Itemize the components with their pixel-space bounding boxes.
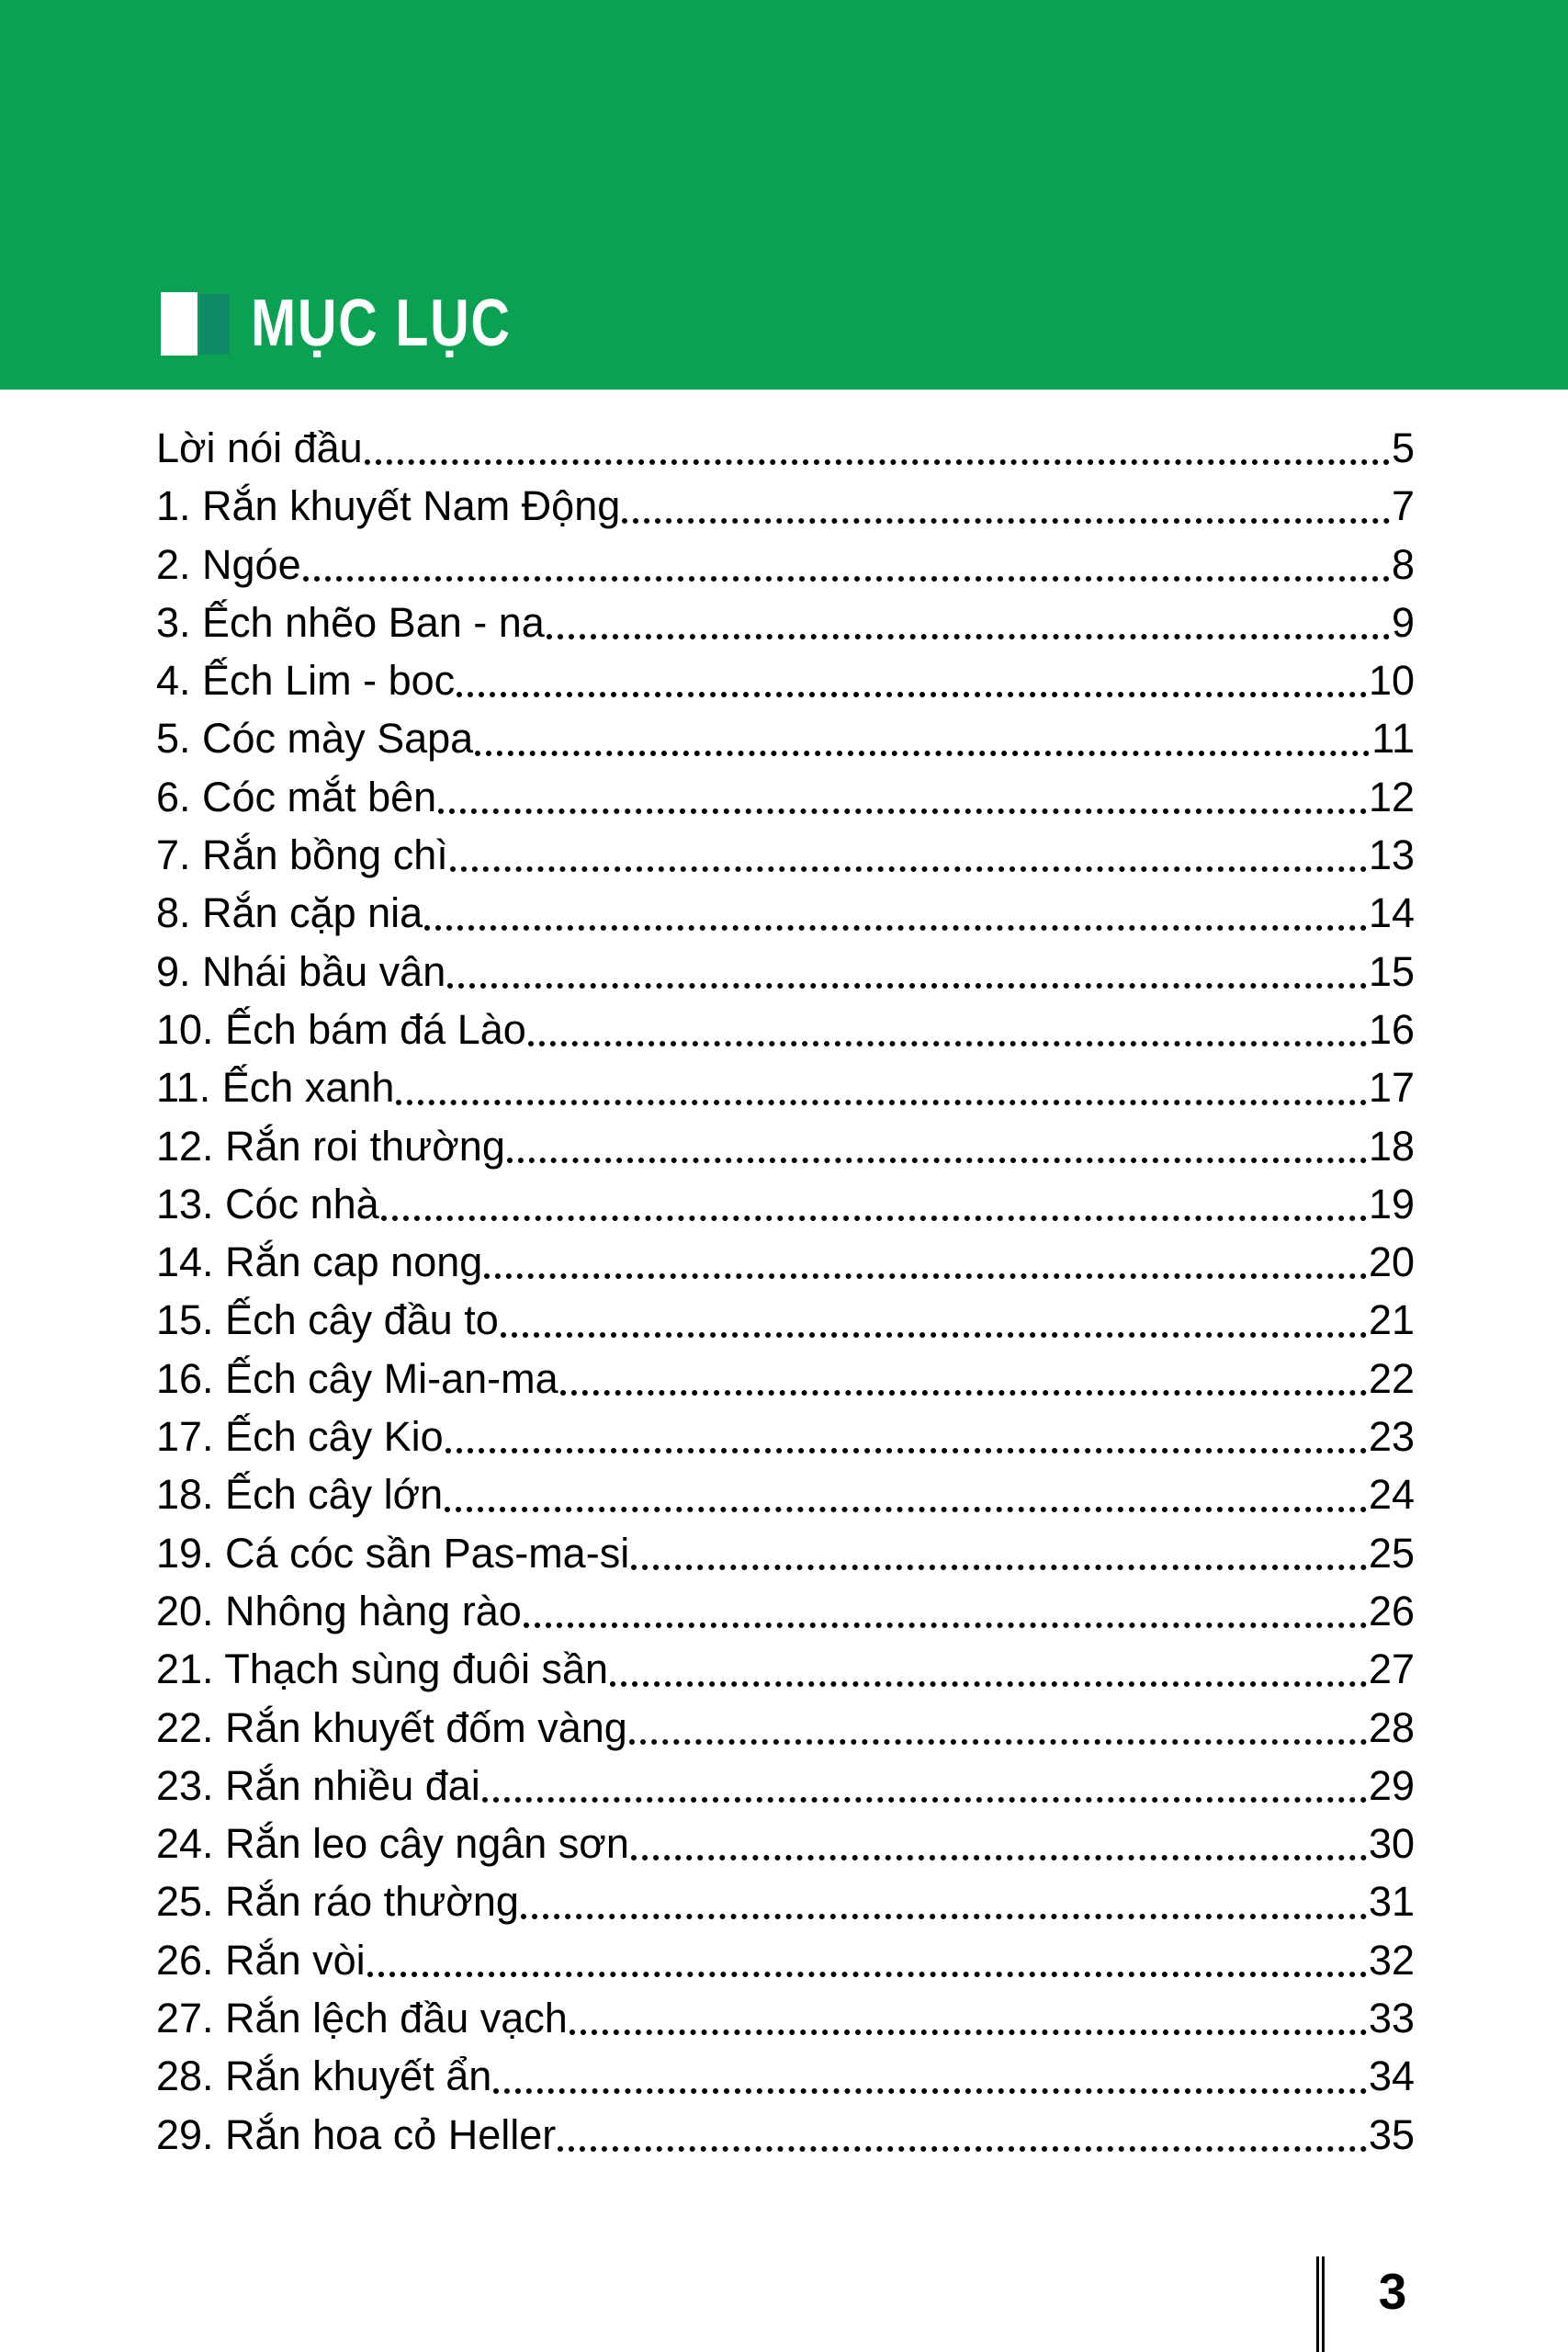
toc-entry-title: 6. Cóc mắt bên	[156, 773, 437, 820]
dot-leader	[631, 1565, 1367, 1570]
toc-entry-page: 34	[1368, 2052, 1415, 2100]
toc-entry-page: 35	[1368, 2110, 1415, 2158]
toc-entry-title: 16. Ếch cây Mi-an-ma	[156, 1354, 558, 1402]
toc-entry	[156, 1175, 1415, 1233]
toc-entry-page: 16	[1368, 1005, 1415, 1053]
dot-leader	[528, 1041, 1367, 1046]
toc-list	[156, 419, 1415, 2164]
toc-entry-page: 11	[1371, 715, 1415, 763]
toc-entry-title: 11. Ếch xanh	[156, 1064, 395, 1112]
toc-entry	[156, 536, 1415, 594]
dot-leader	[303, 576, 1390, 582]
toc-entry-title: 19. Cá cóc sần Pas-ma-si	[156, 1529, 630, 1577]
toc-entry-title: 15. Ếch cây đầu to	[156, 1296, 499, 1344]
toc-entry-page: 8	[1391, 540, 1415, 588]
dot-leader	[622, 518, 1390, 524]
toc-entry	[156, 2106, 1415, 2164]
toc-entry-page: 9	[1391, 598, 1415, 646]
toc-entry-page: 28	[1368, 1703, 1415, 1751]
toc-entry-page: 31	[1368, 1878, 1415, 1926]
toc-entry	[156, 1815, 1415, 1872]
toc-entry-title: 1. Rắn khuyết Nam Động	[156, 482, 621, 530]
toc-entry	[156, 477, 1415, 535]
toc-entry-title: Lời nói đầu	[156, 424, 363, 471]
header-band-inner	[161, 287, 569, 360]
toc-entry-title: 22. Rắn khuyết đốm vàng	[156, 1703, 627, 1751]
dot-leader	[558, 2146, 1367, 2152]
dot-leader	[507, 1158, 1367, 1163]
dot-leader	[524, 1623, 1367, 1628]
toc-entry-title: 10. Ếch bám đá Lào	[156, 1005, 526, 1053]
toc-entry	[156, 1117, 1415, 1175]
toc-entry-title: 12. Rắn roi thường	[156, 1122, 505, 1170]
toc-entry-page: 20	[1368, 1238, 1415, 1286]
page-title: MỤC LỤC	[251, 287, 512, 360]
toc-entry-page: 21	[1368, 1296, 1415, 1344]
dot-leader	[493, 2088, 1367, 2094]
toc-entry-title: 7. Rắn bồng chì	[156, 831, 448, 879]
toc-entry	[156, 594, 1415, 651]
toc-entry-title: 13. Cóc nhà	[156, 1180, 379, 1227]
toc-entry-page: 33	[1368, 1995, 1415, 2042]
dot-leader	[475, 751, 1370, 756]
toc-entry-page: 12	[1368, 773, 1415, 820]
toc-entry	[156, 1989, 1415, 2047]
dot-leader	[610, 1681, 1367, 1687]
toc-entry-title: 20. Nhông hàng rào	[156, 1587, 522, 1634]
toc-entry	[156, 1931, 1415, 1989]
dot-leader	[560, 1390, 1367, 1396]
toc-entry	[156, 1872, 1415, 1930]
dot-leader	[446, 1448, 1367, 1453]
toc-entry-title: 28. Rắn khuyết ẩn	[156, 2052, 492, 2100]
toc-entry	[156, 768, 1415, 826]
toc-entry-page: 27	[1368, 1645, 1415, 1693]
toc-entry-page: 14	[1368, 889, 1415, 937]
dot-leader	[457, 692, 1367, 697]
toc-entry-title: 9. Nhái bầu vân	[156, 947, 446, 995]
dot-leader	[424, 925, 1367, 931]
toc-entry	[156, 1465, 1415, 1523]
toc-entry	[156, 1350, 1415, 1408]
dot-leader	[438, 808, 1367, 814]
toc-entry-page: 30	[1368, 1820, 1415, 1868]
toc-entry	[156, 943, 1415, 1001]
toc-entry	[156, 709, 1415, 767]
dot-leader	[482, 1797, 1367, 1803]
toc-entry	[156, 1233, 1415, 1291]
header-band	[0, 0, 1568, 390]
toc-entry-title: 2. Ngóe	[156, 540, 301, 588]
dot-leader	[521, 1914, 1367, 1919]
toc-entry-title: 27. Rắn lệch đầu vạch	[156, 1995, 568, 2042]
toc-entry-title: 23. Rắn nhiều đai	[156, 1761, 480, 1809]
toc-entry-title: 24. Rắn leo cây ngân sơn	[156, 1820, 629, 1868]
dot-leader	[570, 2030, 1367, 2035]
dot-leader	[396, 1100, 1367, 1105]
toc-entry-page: 5	[1391, 424, 1415, 471]
toc-entry-page: 23	[1368, 1413, 1415, 1461]
toc-entry-title: 14. Rắn cap nong	[156, 1238, 483, 1286]
dot-leader	[450, 866, 1367, 872]
toc-entry	[156, 419, 1415, 477]
chapter-marker-icon	[161, 292, 230, 356]
chapter-marker-white-block	[161, 292, 197, 356]
dot-leader	[365, 459, 1390, 465]
dot-leader	[484, 1273, 1367, 1279]
chapter-marker-teal-block	[199, 294, 230, 355]
toc-entry	[156, 1640, 1415, 1698]
footer-double-rule	[1316, 2256, 1325, 2352]
toc-entry-page: 10	[1368, 657, 1415, 705]
dot-leader	[547, 634, 1390, 639]
toc-entry-title: 5. Cóc mày Sapa	[156, 715, 474, 763]
toc-entry-page: 32	[1368, 1936, 1415, 1984]
toc-entry-title: 18. Ếch cây lớn	[156, 1471, 444, 1519]
toc-entry	[156, 1757, 1415, 1815]
dot-leader	[631, 1855, 1367, 1860]
toc-entry-page: 19	[1368, 1180, 1415, 1227]
toc-entry-title: 3. Ếch nhẽo Ban - na	[156, 598, 545, 646]
toc-entry-title: 29. Rắn hoa cỏ Heller	[156, 2110, 557, 2158]
dot-leader	[501, 1332, 1367, 1338]
dot-leader	[445, 1507, 1367, 1512]
toc-entry	[156, 1699, 1415, 1757]
dot-leader	[367, 1972, 1367, 1977]
toc-entry-title: 8. Rắn cặp nia	[156, 889, 423, 937]
toc-entry-title: 25. Rắn ráo thường	[156, 1878, 519, 1926]
toc-entry-title: 4. Ếch Lim - boc	[156, 657, 456, 705]
toc-entry	[156, 651, 1415, 709]
dot-leader	[447, 983, 1367, 989]
toc-entry	[156, 1524, 1415, 1582]
page-number: 3	[1378, 2263, 1407, 2320]
toc-entry-page: 22	[1368, 1354, 1415, 1402]
toc-entry-page: 29	[1368, 1761, 1415, 1809]
toc-entry	[156, 1408, 1415, 1465]
toc-entry-title: 17. Ếch cây Kio	[156, 1413, 444, 1461]
toc-entry	[156, 826, 1415, 884]
toc-entry	[156, 1001, 1415, 1058]
dot-leader	[381, 1216, 1367, 1221]
toc-entry-page: 17	[1368, 1064, 1415, 1112]
toc-entry	[156, 1058, 1415, 1116]
toc-entry	[156, 1582, 1415, 1640]
toc-entry-title: 21. Thạch sùng đuôi sần	[156, 1645, 609, 1693]
toc-entry-title: 26. Rắn vòi	[156, 1936, 366, 1984]
toc-entry-page: 25	[1368, 1529, 1415, 1577]
toc-entry-page: 15	[1368, 947, 1415, 995]
toc-entry	[156, 1291, 1415, 1349]
toc-entry-page: 24	[1368, 1471, 1415, 1519]
toc-entry	[156, 2047, 1415, 2105]
toc-entry-page: 13	[1368, 831, 1415, 879]
dot-leader	[629, 1739, 1367, 1745]
toc-entry	[156, 884, 1415, 942]
toc-entry-page: 7	[1391, 482, 1415, 530]
toc-entry-page: 18	[1368, 1122, 1415, 1170]
toc-entry-page: 26	[1368, 1587, 1415, 1634]
